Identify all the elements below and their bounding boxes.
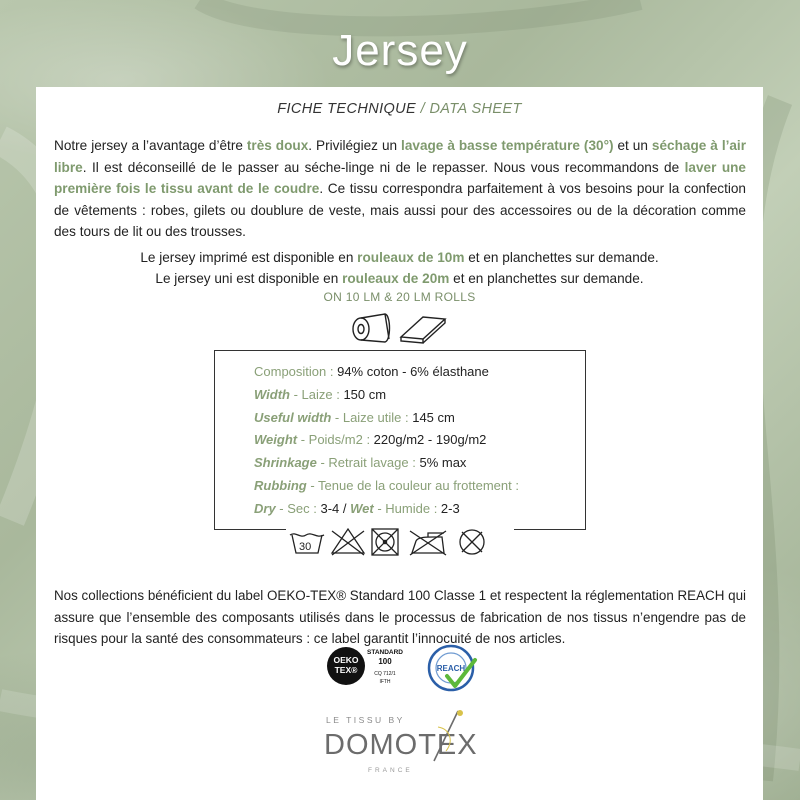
roll-icons [349,311,449,345]
spec-label-en: Dry [254,500,276,516]
spec-value: 150 cm [343,386,387,402]
spec-label-en: Width [254,386,290,402]
spec-rubbing [254,475,519,498]
wash-30-icon [290,534,324,553]
sheet-header-fr: FICHE TECHNIQUE [277,101,417,117]
spec-label-en: Weight [254,432,298,448]
data-sheet-card [36,87,763,800]
rolls-note: ON 10 LM & 20 LM ROLLS [323,290,476,304]
spec-separator: / [339,500,351,516]
fabric-roll-icon [353,314,390,342]
availability-text: et en planchettes sur demande. [464,250,659,265]
no-iron-icon [410,531,446,555]
brand-country: FRANCE [368,767,413,774]
intro-text: . Il est déconseillé de le passer au séche-linge ni de le repasser. Nous vous recommandons de [82,159,685,175]
intro-highlight: lavage à basse température (30°) [401,138,614,153]
spec-dry-wet [254,498,519,521]
intro-text: et un [613,138,652,153]
spec-width [254,384,519,407]
spec-label-en: Rubbing [254,477,307,493]
spec-label-fr: - Poids/m2 : [297,432,374,448]
fabric-board-icon [401,317,445,343]
reach-logo [425,644,481,696]
spec-label-fr: - Laize : [289,386,344,402]
spec-label: Composition : [254,364,338,379]
specifications-box [214,350,586,530]
needle-icon [428,707,468,763]
spec-value: 145 cm [412,409,455,425]
sheet-header-sep: / [420,101,425,117]
availability-block [36,247,763,289]
spec-weight [254,429,519,452]
intro-paragraph [54,135,746,243]
page-title: Jersey [332,26,468,75]
availability-highlight: rouleaux de 10m [357,250,465,265]
availability-line-plain [36,268,763,289]
spec-label-en: Wet [350,500,374,516]
intro-highlight: séchage à l’air libre [54,138,746,175]
availability-text: Le jersey uni est disponible en [155,271,343,286]
spec-value: 94% coton - 6% élasthane [337,364,489,379]
reach-logo-text: REACH [436,664,466,673]
oeko-tex-paragraph: Nos collections bénéficient du label OEKO-TEX® Standard 100 Classe 1 et respectent la réglementation REACH qui assure que l’ensemble des composants utilisés dans le processus de fabrication de nos tissus n’engendre pas de risques pour la santé des consommateurs : ce label garantit l’innocuité de nos articles. [54,588,746,646]
spec-label-fr: - Sec : [275,500,321,516]
spec-shrinkage [254,452,519,475]
oeko-logo-line: OEKO [333,655,359,665]
spec-label-fr: - Tenue de la couleur au frottement : [306,477,519,493]
no-dry-clean-icon [460,530,484,554]
spec-label-fr: - Laize utile : [331,409,413,425]
spec-label-fr: - Retrait lavage : [316,455,420,471]
spec-value: 3-4 [320,500,340,516]
intro-text: . Ce tissu correspondra parfaitement à vos besoins pour la confection de vêtements : robes, gilets ou doublure de veste, mais aussi pour des accessoires ou de la décoration comme des tours de lit ou des trousses. [54,181,746,239]
no-tumble-dry-icon [372,529,398,555]
oeko-logo-line: TEX® [334,665,358,675]
availability-text: Le jersey imprimé est disponible en [140,250,358,265]
spec-composition [254,361,519,384]
spec-value: 5% max [419,455,467,471]
domotex-brand [324,707,478,787]
availability-highlight: rouleaux de 20m [342,271,450,286]
spec-label-fr: - Humide : [373,500,441,516]
intro-highlight: laver une première fois le tissu avant de le coudre [54,159,746,196]
spec-label-en: Useful width [254,409,332,425]
spec-value: 220g/m2 - 190g/m2 [373,432,487,448]
sheet-header-en: DATA SHEET [429,101,522,117]
spec-value: 2-3 [440,500,460,516]
sheet-header [36,101,763,117]
intro-text: Notre jersey a l’avantage d’être [54,138,247,153]
oeko-standard-number: 100 [378,657,392,666]
oeko-institute: IFTH [379,679,391,685]
availability-text: et en planchettes sur demande. [449,271,644,286]
no-bleach-icon [332,529,364,555]
brand-tagline: LE TISSU BY [326,715,405,725]
brand-name: DOMOTEX [324,729,478,761]
oeko-tex-logo [326,644,416,692]
oeko-standard-label: STANDARD [367,649,403,656]
intro-text: . Privilégiez un [308,138,402,153]
spec-useful-width [254,407,519,430]
oeko-cert-number: CQ 712/1 [374,671,396,677]
care-icons [286,525,514,559]
spec-label-en: Shrinkage [254,455,317,471]
intro-highlight: très doux [246,138,309,153]
wash-temp-label: 30 [299,541,312,553]
availability-line-printed [36,247,763,268]
